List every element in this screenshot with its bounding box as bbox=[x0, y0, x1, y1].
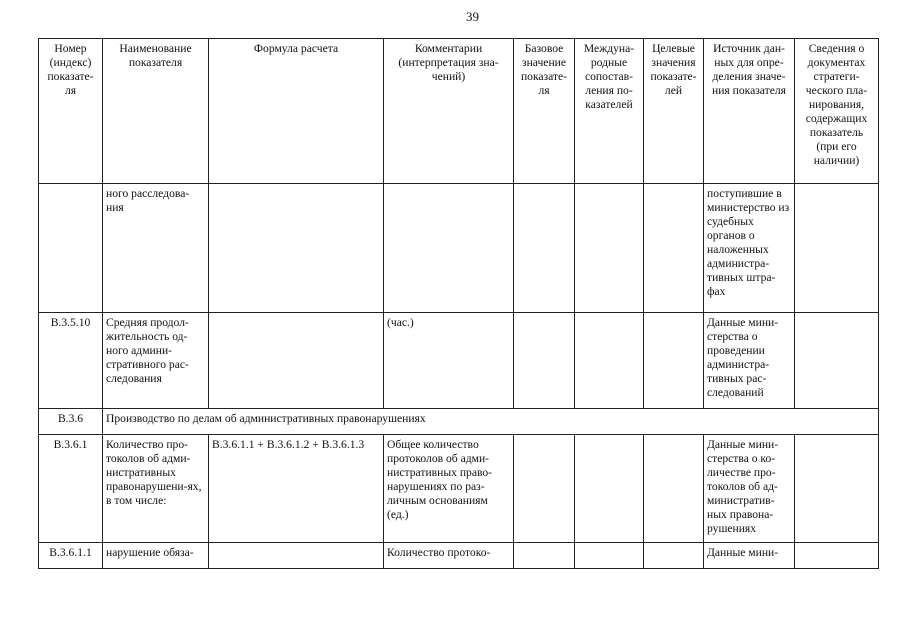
cell-comment: Общее количество протоколов об адми-нистративных право-нарушениях по раз-личным основаниям (ед.) bbox=[384, 435, 514, 543]
table-row bbox=[39, 543, 879, 569]
cell-strategic-docs bbox=[795, 184, 879, 313]
section-row bbox=[39, 409, 879, 435]
cell-strategic-docs bbox=[795, 543, 879, 569]
header-cell-name: Наименование показателя bbox=[103, 39, 209, 184]
header-cell-comment: Комментарии (интерпретация зна-чений) bbox=[384, 39, 514, 184]
cell-intl-comparison bbox=[575, 435, 644, 543]
cell-base-value bbox=[514, 313, 575, 409]
cell-index: В.3.6.1 bbox=[39, 435, 103, 543]
header-cell-data-source: Источник дан-ных для опре-деления значе-ния показателя bbox=[704, 39, 795, 184]
table-row bbox=[39, 313, 879, 409]
cell-data-source: Данные мини- bbox=[704, 543, 795, 569]
cell-formula bbox=[209, 543, 384, 569]
header-cell-strategic-docs: Сведения о документах стратеги-ческого пла-нирования, содержащих показатель (при его наличии) bbox=[795, 39, 879, 184]
cell-index: В.3.6.1.1 bbox=[39, 543, 103, 569]
cell-base-value bbox=[514, 184, 575, 313]
cell-name: ного расследова-ния bbox=[103, 184, 209, 313]
cell-target-value bbox=[644, 184, 704, 313]
cell-target-value bbox=[644, 313, 704, 409]
cell-strategic-docs bbox=[795, 435, 879, 543]
cell-strategic-docs bbox=[795, 313, 879, 409]
cell-data-source: Данные мини-стерства о проведении администра-тивных рас-следований bbox=[704, 313, 795, 409]
page-number: 39 bbox=[466, 9, 479, 24]
cell-formula bbox=[209, 184, 384, 313]
table-row bbox=[39, 435, 879, 543]
cell-data-source: поступившие в министерство из судебных органов о наложенных администра-тивных штра-фах bbox=[704, 184, 795, 313]
header-cell-formula: Формула расчета bbox=[209, 39, 384, 184]
table-header-row bbox=[39, 39, 879, 184]
cell-intl-comparison bbox=[575, 184, 644, 313]
cell-target-value bbox=[644, 435, 704, 543]
header-cell-target-value: Целевые значения показате-лей bbox=[644, 39, 704, 184]
cell-intl-comparison bbox=[575, 543, 644, 569]
cell-formula: В.3.6.1.1 + В.3.6.1.2 + В.3.6.1.3 bbox=[209, 435, 384, 543]
header-cell-base-value: Базовое значение показате-ля bbox=[514, 39, 575, 184]
header-cell-index: Номер (индекс) показате-ля bbox=[39, 39, 103, 184]
cell-formula bbox=[209, 313, 384, 409]
indicator-table bbox=[38, 38, 879, 569]
cell-index: В.3.5.10 bbox=[39, 313, 103, 409]
section-title: Производство по делам об административных правонарушениях bbox=[103, 409, 879, 435]
cell-comment: (час.) bbox=[384, 313, 514, 409]
cell-target-value bbox=[644, 543, 704, 569]
cell-name: нарушение обяза- bbox=[103, 543, 209, 569]
cell-base-value bbox=[514, 435, 575, 543]
cell-base-value bbox=[514, 543, 575, 569]
cell-name: Количество про-токолов об адми-нистративных правонарушени-ях, в том числе: bbox=[103, 435, 209, 543]
cell-comment: Количество протоко- bbox=[384, 543, 514, 569]
cell-index bbox=[39, 184, 103, 313]
cell-data-source: Данные мини-стерства о ко-личестве про-токолов об ад-министратив-ных правона-рушениях bbox=[704, 435, 795, 543]
table-row bbox=[39, 184, 879, 313]
header-cell-intl-comparison: Междуна-родные сопостав-ления по-казателей bbox=[575, 39, 644, 184]
cell-comment bbox=[384, 184, 514, 313]
cell-intl-comparison bbox=[575, 313, 644, 409]
section-index: В.3.6 bbox=[39, 409, 103, 435]
cell-name: Средняя продол-жительность од-ного админи-стративного рас-следования bbox=[103, 313, 209, 409]
